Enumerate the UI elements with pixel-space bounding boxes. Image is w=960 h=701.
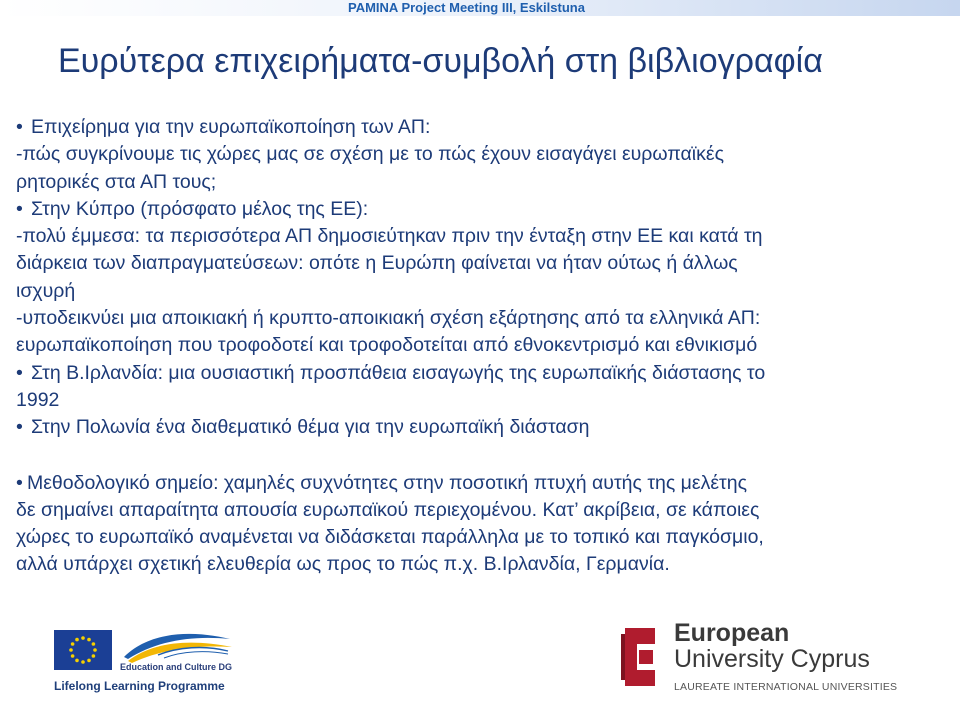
body-line: χώρες το ευρωπαϊκό αναμένεται να διδάσκεται παράλληλα με το τοπικό και παγκόσμιο, (16, 526, 764, 549)
bullet-icon: • (16, 416, 23, 439)
bullet-icon: • (16, 197, 23, 220)
body-line: -υποδεικνύει μια αποικιακή ή κρυπτο-αποικιακή σχέση εξάρτησης από τα ελληνικά ΑΠ: (16, 307, 761, 330)
bullet-icon: • (16, 116, 23, 138)
body-line: διάρκεια των διαπραγματεύσεων: οπότε η Ευρώπη φαίνεται να ήταν ούτως ή άλλως (16, 252, 738, 275)
body-line: • Στη Β.Ιρλανδία: μια ουσιαστική προσπάθεια εισαγωγής της ευρωπαϊκής διάστασης το (16, 360, 946, 387)
slide-body (16, 114, 946, 579)
eac-label: Education and Culture DG (120, 662, 233, 672)
euc-name-line1: European (674, 619, 790, 647)
bullet-icon: • (16, 471, 23, 494)
eu-flag-stars (54, 630, 112, 670)
body-line: -πώς συγκρίνουμε τις χώρες μας σε σχέση με το πώς έχουν εισαγάγει ευρωπαϊκές (16, 143, 724, 166)
body-line: • Επιχείρημα για την ευρωπαϊκοποίηση των ΑΠ: (16, 114, 946, 141)
body-line: ισχυρή (16, 279, 76, 302)
body-line: • Μεθοδολογικό σημείο: χαμηλές συχνότητες στην ποσοτική πτυχή αυτής της μελέτης (16, 470, 946, 497)
paragraph-gap (16, 442, 946, 470)
llp-label: Lifelong Learning Programme (54, 679, 225, 693)
bullet-icon: • (16, 361, 23, 384)
body-line: • Στην Πολωνία ένα διαθεματικό θέμα για την ευρωπαϊκή διάσταση (16, 414, 946, 441)
body-line: -πολύ έμμεσα: τα περισσότερα ΑΠ δημοσιεύτηκαν πριν την ένταξη στην ΕΕ και κατά τη (16, 225, 763, 248)
body-line: 1992 (16, 388, 60, 411)
euc-emblem-icon (617, 624, 661, 690)
body-line: • Στην Κύπρο (πρόσφατο μέλος της ΕΕ): (16, 196, 946, 223)
slide-title: Ευρύτερα επιχειρήματα-συμβολή στη βιβλιογραφία (58, 42, 823, 80)
eu-flag-icon (54, 630, 112, 670)
body-line: δε σημαίνει απαραίτητα απουσία ευρωπαϊκού περιεχομένου. Κατ’ ακρίβεια, σε κάποιες (16, 498, 760, 521)
body-line: ευρωπαϊκοποίηση που τροφοδοτεί και τροφοδοτείται από εθνοκεντρισμό και εθνικισμό (16, 334, 758, 357)
euc-name-line2: University Cyprus (674, 645, 870, 673)
header-text: PAMINA Project Meeting III, Eskilstuna (348, 0, 585, 15)
body-line: αλλά υπάρχει σχετική ελευθερία ως προς το πώς π.χ. Β.Ιρλανδία, Γερμανία. (16, 553, 670, 576)
body-line: ρητορικές στα ΑΠ τους; (16, 170, 217, 193)
euc-tagline: LAUREATE INTERNATIONAL UNIVERSITIES (674, 681, 898, 693)
